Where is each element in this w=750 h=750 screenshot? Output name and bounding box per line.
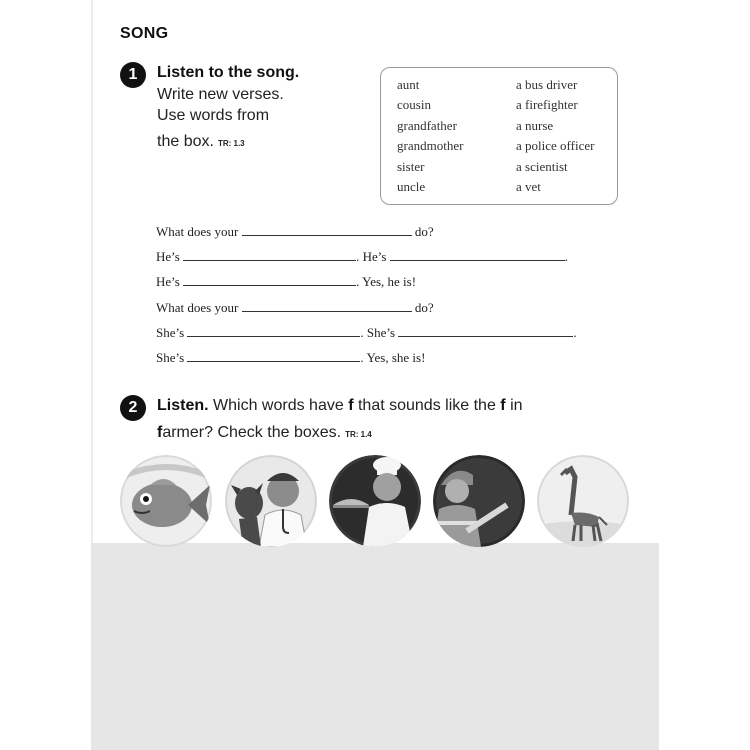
exercise-1-line-3: [157, 133, 245, 151]
exercise-2-letter: f: [500, 397, 506, 414]
picture-vet-with-dog[interactable]: [225, 455, 317, 547]
word-box-item: uncle: [397, 179, 426, 194]
song-line-4: [156, 300, 434, 316]
picture-fish[interactable]: [120, 455, 212, 547]
answer-blank[interactable]: [242, 224, 412, 236]
exercise-1-line-2: Use words from: [157, 107, 270, 124]
song-text: What does your: [156, 300, 239, 315]
picture-giraffe[interactable]: [537, 455, 629, 547]
song-text: She’s: [156, 350, 185, 365]
exercise-2-line-2: [157, 424, 372, 442]
song-line-2: [156, 249, 568, 265]
song-text: She’s: [156, 325, 185, 340]
track-code-2: TR: 1.4: [345, 430, 372, 439]
exercise-1-heading: Listen to the song.: [157, 64, 300, 81]
cropped-area: [91, 543, 659, 750]
song-text: .: [356, 249, 360, 264]
word-box-item: cousin: [397, 97, 431, 112]
song-text: .: [564, 249, 568, 264]
section-title: SONG: [120, 25, 169, 42]
word-box-item: grandfather: [397, 118, 457, 133]
song-text: He’s: [156, 274, 180, 289]
exercise-2-line-1: [157, 397, 523, 415]
song-text: . Yes, he is!: [356, 274, 417, 289]
picture-firefighter[interactable]: [433, 455, 525, 547]
page-edge: [91, 0, 93, 543]
exercise-2-text: Which words have: [213, 397, 344, 414]
song-line-3: [156, 274, 416, 290]
exercise-2-heading: Listen.: [157, 397, 209, 414]
song-text: He’s: [362, 249, 387, 264]
song-line-5: [156, 325, 577, 341]
song-text: He’s: [156, 249, 180, 264]
exercise-2-text: in: [510, 397, 523, 414]
answer-blank[interactable]: [242, 300, 412, 312]
picture-chef[interactable]: [329, 455, 421, 547]
exercise-2-text: armer? Check the boxes.: [162, 424, 342, 441]
answer-blank[interactable]: [187, 350, 360, 362]
song-text: She’s: [366, 325, 396, 340]
answer-blank[interactable]: [398, 325, 573, 337]
exercise-1-line-1: Write new verses.: [157, 86, 284, 103]
exercise-2-letter: f: [157, 424, 163, 441]
song-line-6: [156, 350, 425, 366]
word-box-item: a vet: [516, 179, 541, 194]
exercise-1-number: 1: [120, 62, 146, 88]
exercise-1-line-3-text: the box.: [157, 133, 214, 150]
song-line-1: [156, 224, 434, 240]
song-text: do?: [414, 224, 434, 239]
word-box-item: aunt: [397, 77, 420, 92]
answer-blank[interactable]: [390, 249, 565, 261]
word-box-item: a nurse: [516, 118, 554, 133]
track-code-1: TR: 1.3: [217, 139, 245, 148]
word-box-item: a firefighter: [516, 97, 578, 112]
song-text: What does your: [156, 224, 239, 239]
word-box-item: a scientist: [516, 159, 568, 174]
word-box-item: a bus driver: [516, 77, 578, 92]
song-text: do?: [414, 300, 434, 315]
answer-blank[interactable]: [183, 274, 356, 286]
exercise-2-text: that sounds like the: [357, 397, 496, 414]
song-text: . Yes, she is!: [360, 350, 426, 365]
song-text: .: [360, 325, 364, 340]
exercise-2-number: 2: [120, 395, 146, 421]
word-box-item: grandmother: [397, 138, 464, 153]
exercise-2-letter: f: [348, 397, 354, 414]
answer-blank[interactable]: [183, 249, 356, 261]
word-box-item: a police officer: [516, 138, 595, 153]
word-box-item: sister: [397, 159, 425, 174]
answer-blank[interactable]: [187, 325, 360, 337]
song-text: .: [573, 325, 577, 340]
